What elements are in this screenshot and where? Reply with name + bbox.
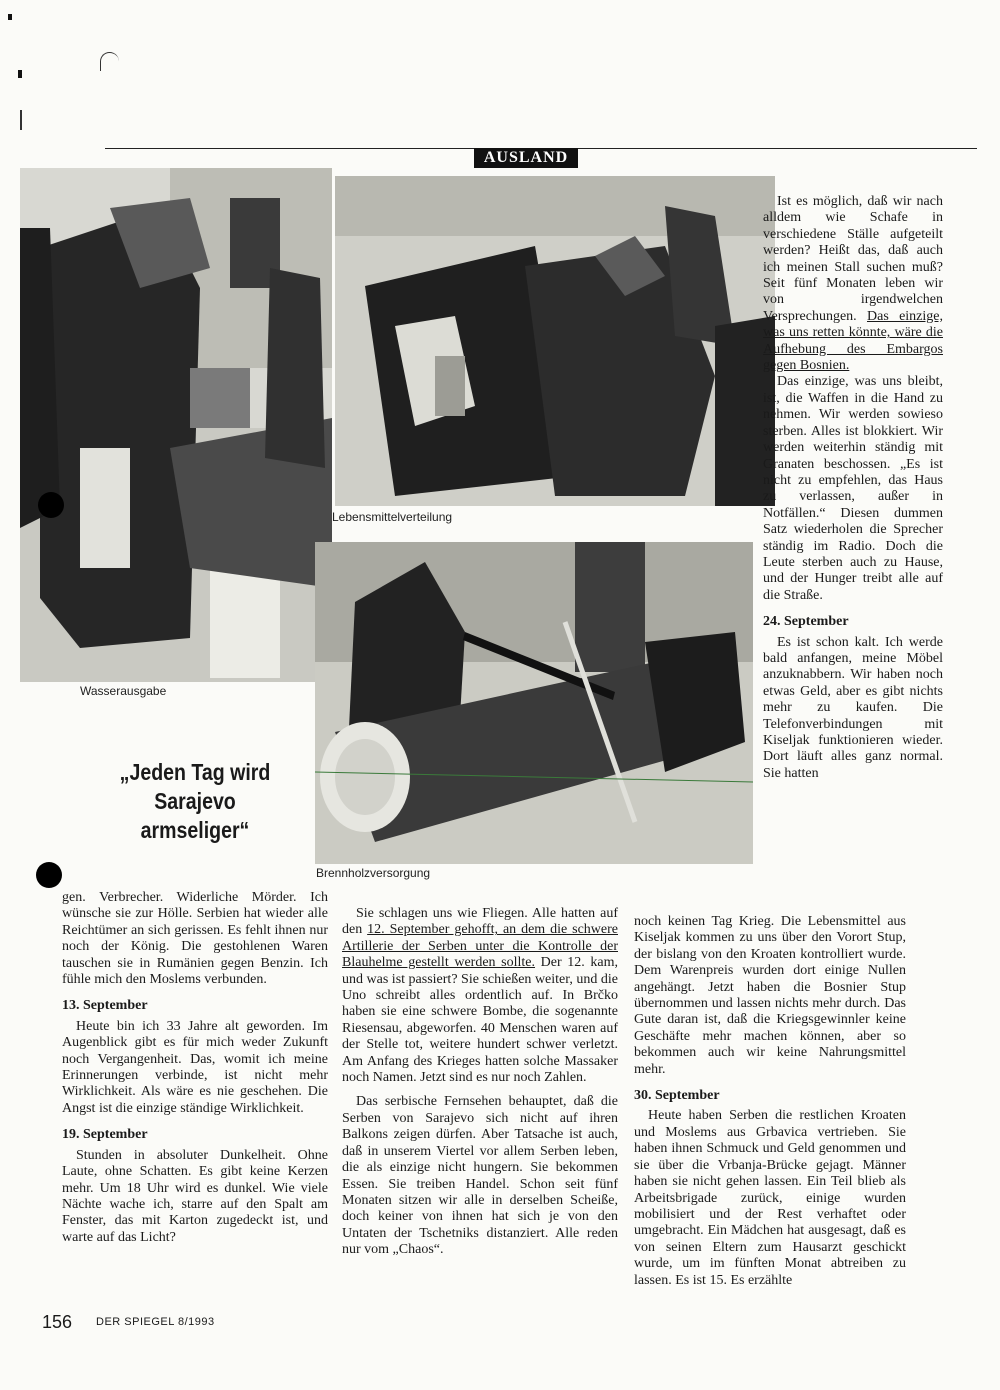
photo-food-distribution bbox=[335, 176, 775, 506]
paragraph: noch keinen Tag Krieg. Die Lebensmittel aus Kiseljak kommen zu uns über den Vorort Stup, der bislang von den Kroaten kontrolliert wurde. Dem Warenpreis wurden dort einige Nullen angehängt. Jetzt haben die Bosnier Stup übernommen und lassen nichts mehr durch. Das Gute daran ist, daß die Kriegsgewinnler keine Geschäfte mehr machen können, aber so bekommen auch wir keine Nahrungsmittel mehr. bbox=[634, 914, 906, 1077]
punch-hole bbox=[38, 492, 64, 518]
headline: „Jeden Tag wird Sarajevo armseliger“ bbox=[119, 759, 271, 843]
scan-mark bbox=[8, 14, 12, 20]
paragraph: gen. Verbrecher. Widerliche Mörder. Ich wünsche sie zur Hölle. Serbien hat wieder alle Reichtümer an sich gerissen. Es fehlt ihnen nur noch der König. Die gestohlenen Waren tauschen sie in Rumänien gegen Benzin. Ich fühle mich den Moslems verbunden. bbox=[62, 890, 328, 988]
section-label: AUSLAND bbox=[474, 148, 578, 168]
caption-photo2: Lebensmittelverteilung bbox=[332, 510, 453, 524]
paragraph: Das einzige, was uns bleibt, ist, die Waffen in die Hand zu nehmen. Wir werden sowieso sterben. Alles ist blokkiert. Wir werden weiterhin ständig mit Granaten beschossen. „Es ist nicht zu empfehlen, das Haus zu verlassen, außer in Notfällen.“ Diesen dummen Satz wiederholen die Sprecher ständig im Radio. Doch die Leute sterben auch zu Hause, und der Hunger treibt alle auf die Straße. bbox=[763, 374, 943, 603]
caption-photo3: Brennholzversorgung bbox=[316, 866, 431, 880]
page-number: 156 bbox=[42, 1312, 73, 1332]
masthead: DER SPIEGEL 8/1993 bbox=[96, 1316, 215, 1328]
date-heading: 30. September bbox=[634, 1088, 720, 1104]
column-right-top bbox=[763, 194, 943, 782]
paragraph: Sie schlagen uns wie Fliegen. Alle hatten auf den 12. September gehofft, an dem die schwere Artillerie der Serben unter die Kontrolle der Blauhelme gestellt werden sollte. Der 12. kam, und was ist passiert? Sie schießen weiter, und die Uno schreibt alles ordentlich auf. In Brčko haben sie eine schwere Bombe, die sogenannte Riesensau, abgeworfen. 40 Menschen waren auf der Stelle tot, weitere hundert schwer verletzt. Am Anfang des Krieges hatten solche Massaker noch Namen. Jetzt sind es nur noch Zahlen. bbox=[342, 906, 618, 1086]
date-heading: 13. September bbox=[62, 998, 148, 1014]
paragraph: Stunden in absoluter Dunkelheit. Ohne Laute, ohne Schatten. Es gibt keine Kerzen mehr. Um 18 Uhr wird es dunkel. Wie viele Nächte wache ich, starre auf den Spalt am Fenster, das mit Karton zugedeckt ist, und warte auf das Licht? bbox=[62, 1147, 328, 1245]
column-left bbox=[62, 890, 328, 1246]
photo-firewood-supply bbox=[315, 542, 753, 864]
scan-mark bbox=[18, 70, 22, 78]
underlined-passage: Das einzige, was uns retten könnte, wäre die Aufhebung des Embargos gegen Bosnien. bbox=[763, 308, 943, 374]
caption-photo1: Wasserausgabe bbox=[80, 684, 167, 698]
paragraph: Es ist schon kalt. Ich werde bald anfangen, meine Möbel anzuknabbern. Wir haben noch etwas Geld, aber es gibt nichts mehr zu kaufen. Die Telefonverbindungen mit Kiseljak funktionieren wieder. Dort läuft alles ganz normal. Sie hatten bbox=[763, 634, 943, 781]
column-middle bbox=[342, 906, 618, 1259]
column-right-bottom bbox=[634, 914, 906, 1289]
paragraph: Ist es möglich, daß wir nach alldem wie Schafe in verschiedene Ställe aufgeteilt werden? Heißt das, daß auch ich meinen Stall suchen muß? Seit fünf Monaten leben wir von irgendwelchen Versprechungen. Das einzige, was uns retten könnte, wäre die Aufhebung des Embargos gegen Bosnien. bbox=[763, 194, 943, 374]
paragraph: Das serbische Fernsehen behauptet, daß die Serben von Sarajevo sich nicht auf ihren Balkons zeigen dürfen. Aber Tatsache ist auch, daß in unserem Viertel vor allem Serben leben, die als einzige nicht hungern. Sie bekommen Essen. Sie treiben Handel. Schon seit fünf Monaten sitzen wir alle in derselben Scheiße, doch keiner von ihnen hat sich je von den Untaten der Tschetniks distanziert. Alle reden nur vom „Chaos“. bbox=[342, 1094, 618, 1258]
date-heading: 19. September bbox=[62, 1127, 148, 1143]
paragraph: Heute haben Serben die restlichen Kroaten und Moslems aus Grbavica vertrieben. Sie haben ihnen Schmuck und Geld genommen und sie über die Vrbanja-Brücke gejagt. Männer haben sie nicht gehen lassen. Ein Teil blieb als Arbeitsbrigade zurück, einige wurden mobilisiert und der Rest verhaftet oder umgebracht. Ein Mädchen hat ausgesagt, daß es von seinen Eltern zum Hausarzt geschickt wurde, um im fünften Monat abtreiben zu lassen. Es ist 15. Es erzählte bbox=[634, 1108, 906, 1288]
scan-mark bbox=[20, 110, 22, 130]
underlined-passage: 12. September gehofft, an dem die schwere Artillerie der Serben unter die Kontrolle der Blauhelme gestellt werden sollte. bbox=[342, 922, 618, 971]
date-heading: 24. September bbox=[763, 614, 849, 630]
punch-hole bbox=[36, 862, 62, 888]
scan-arc bbox=[100, 52, 119, 71]
photo-water-distribution bbox=[20, 168, 332, 682]
paragraph: Heute bin ich 33 Jahre alt geworden. Im Augenblick gibt es für mich weder Zukunft noch Vergangenheit. Das, womit ich meine Erinnerungen verbinde, ist nicht mehr Wirklichkeit. Als wäre es nie geschehen. Die Angst ist die einzige ständige Wirklichkeit. bbox=[62, 1018, 328, 1116]
